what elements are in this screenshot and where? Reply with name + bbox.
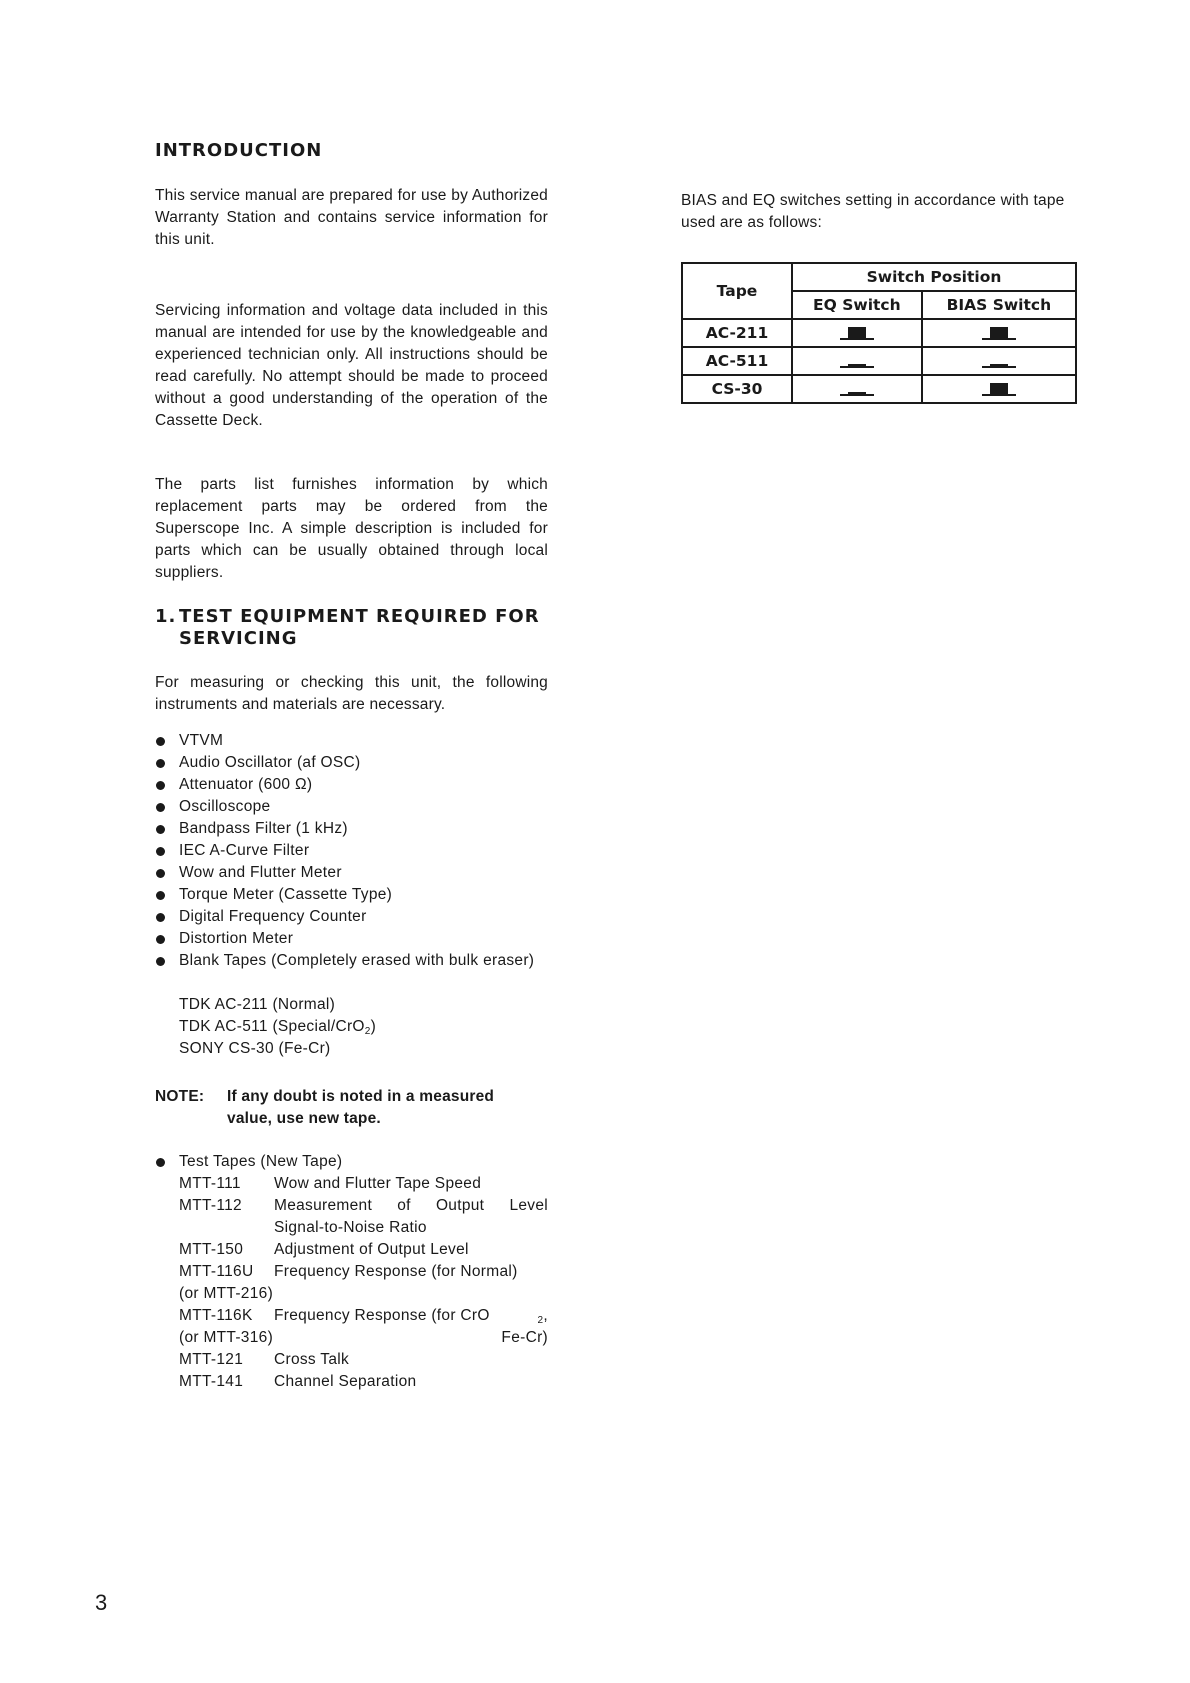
bias-cell: [922, 347, 1076, 375]
introduction-heading: INTRODUCTION: [155, 140, 323, 161]
intro-paragraph-2: Servicing information and voltage data included in this manual are intended for use by the knowledgeable and experienced technician only. All instructions should be read carefully. No attempt should be made to proceed without a good understanding of the operation of the Cassette Deck.: [155, 302, 548, 429]
list-item: Digital Frequency Counter: [155, 906, 548, 928]
test-tape-row: MTT-150 Adjustment of Output Level: [179, 1241, 469, 1258]
test-tape-row: MTT-111 Wow and Flutter Tape Speed: [179, 1175, 482, 1192]
table-row: [682, 347, 1076, 375]
switch-up-icon: [979, 380, 1019, 398]
switch-down-icon: [837, 352, 877, 370]
list-item: Audio Oscillator (af OSC): [155, 752, 548, 774]
bullet-icon: [156, 737, 165, 746]
blank-tapes-list: [155, 994, 548, 1060]
test-tape-row: MTT-141 Channel Separation: [179, 1373, 417, 1390]
note-line1: If any doubt is noted in a measured: [227, 1088, 495, 1105]
test-tape-row: MTT-112 Measurement of Output Level: [179, 1197, 548, 1214]
eq-cell: [792, 319, 922, 347]
section-title-line1: TEST EQUIPMENT REQUIRED FOR: [179, 606, 540, 627]
list-item: Distortion Meter: [155, 928, 548, 950]
col-bias-header: BIAS Switch: [922, 291, 1076, 319]
list-item: Bandpass Filter (1 kHz): [155, 818, 548, 840]
bullet-icon: [156, 913, 165, 922]
table-row: [682, 319, 1076, 347]
bullet-icon: [156, 891, 165, 900]
test-tape-row: (or MTT-316) Fe-Cr): [179, 1329, 548, 1346]
list-item: VTVM: [155, 730, 548, 752]
bullet-icon: [156, 957, 165, 966]
test-tape-row: MTT-121 Cross Talk: [179, 1351, 350, 1368]
tape-cell: CS-30: [682, 375, 792, 403]
list-item: Attenuator (600 Ω): [155, 774, 548, 796]
switch-position-table: [681, 262, 1077, 404]
tape-cell: AC-511: [682, 347, 792, 375]
list-item: Wow and Flutter Meter: [155, 862, 548, 884]
bullet-icon: [156, 847, 165, 856]
eq-cell: [792, 375, 922, 403]
bullet-icon: [156, 803, 165, 812]
bullet-icon: [156, 825, 165, 834]
section-title-line2: SERVICING: [179, 628, 298, 649]
note-line2: value, use new tape.: [227, 1110, 381, 1127]
section-number: 1.: [155, 606, 177, 627]
section-1-heading: [155, 606, 540, 650]
switch-up-icon: [837, 324, 877, 342]
blank-tape-2: TDK AC-511 (Special/CrO$_2$): [179, 1018, 377, 1037]
test-tape-row: MTT-116U Frequency Response (for Normal): [179, 1263, 518, 1280]
col-tape-header: Tape: [682, 263, 792, 319]
bullet-icon: [156, 759, 165, 768]
blank-tape-3: SONY CS-30 (Fe-Cr): [179, 1040, 331, 1057]
switch-intro: BIAS and EQ switches setting in accordance with tape used are as follows:: [681, 192, 1065, 231]
blank-tape-1: TDK AC-211 (Normal): [179, 996, 336, 1013]
intro-paragraph-1: This service manual are prepared for use by Authorized Warranty Station and contains service information for this unit.: [155, 187, 548, 248]
bullet-icon: [156, 781, 165, 790]
switch-down-icon: [979, 352, 1019, 370]
intro-paragraph-3: The parts list furnishes information by which replacement parts may be ordered from the Superscope Inc. A simple description is included for parts which can be usually obtained through local suppliers.: [155, 476, 548, 581]
col-eq-header: EQ Switch: [792, 291, 922, 319]
switch-up-icon: [979, 324, 1019, 342]
list-item: Oscilloscope: [155, 796, 548, 818]
switch-down-icon: [837, 380, 877, 398]
list-item: IEC A-Curve Filter: [155, 840, 548, 862]
test-tape-row: MTT-116K Frequency Response (for CrO $_2$,: [179, 1307, 548, 1326]
bias-cell: [922, 375, 1076, 403]
page-number: 3: [95, 1590, 108, 1615]
section-1-intro: For measuring or checking this unit, the following instruments and materials are necessary.: [155, 674, 548, 713]
test-tape-row: (or MTT-216): [179, 1285, 274, 1302]
table-row: [682, 375, 1076, 403]
col-group-header: Switch Position: [792, 263, 1076, 291]
test-tape-row: Signal-to-Noise Ratio: [274, 1219, 427, 1236]
list-item: Test Tapes (New Tape): [155, 1151, 548, 1173]
bullet-icon: [156, 869, 165, 878]
bullet-icon: [156, 935, 165, 944]
note-label: NOTE:: [155, 1088, 205, 1105]
test-tapes-table: [155, 1173, 548, 1393]
test-tapes-list: [155, 1151, 548, 1173]
note: [155, 1086, 548, 1130]
eq-cell: [792, 347, 922, 375]
list-item: Blank Tapes (Completely erased with bulk eraser): [155, 950, 548, 972]
bullet-icon: [156, 1158, 165, 1167]
tape-cell: AC-211: [682, 319, 792, 347]
equipment-list: [155, 730, 548, 972]
list-item: Torque Meter (Cassette Type): [155, 884, 548, 906]
bias-cell: [922, 319, 1076, 347]
